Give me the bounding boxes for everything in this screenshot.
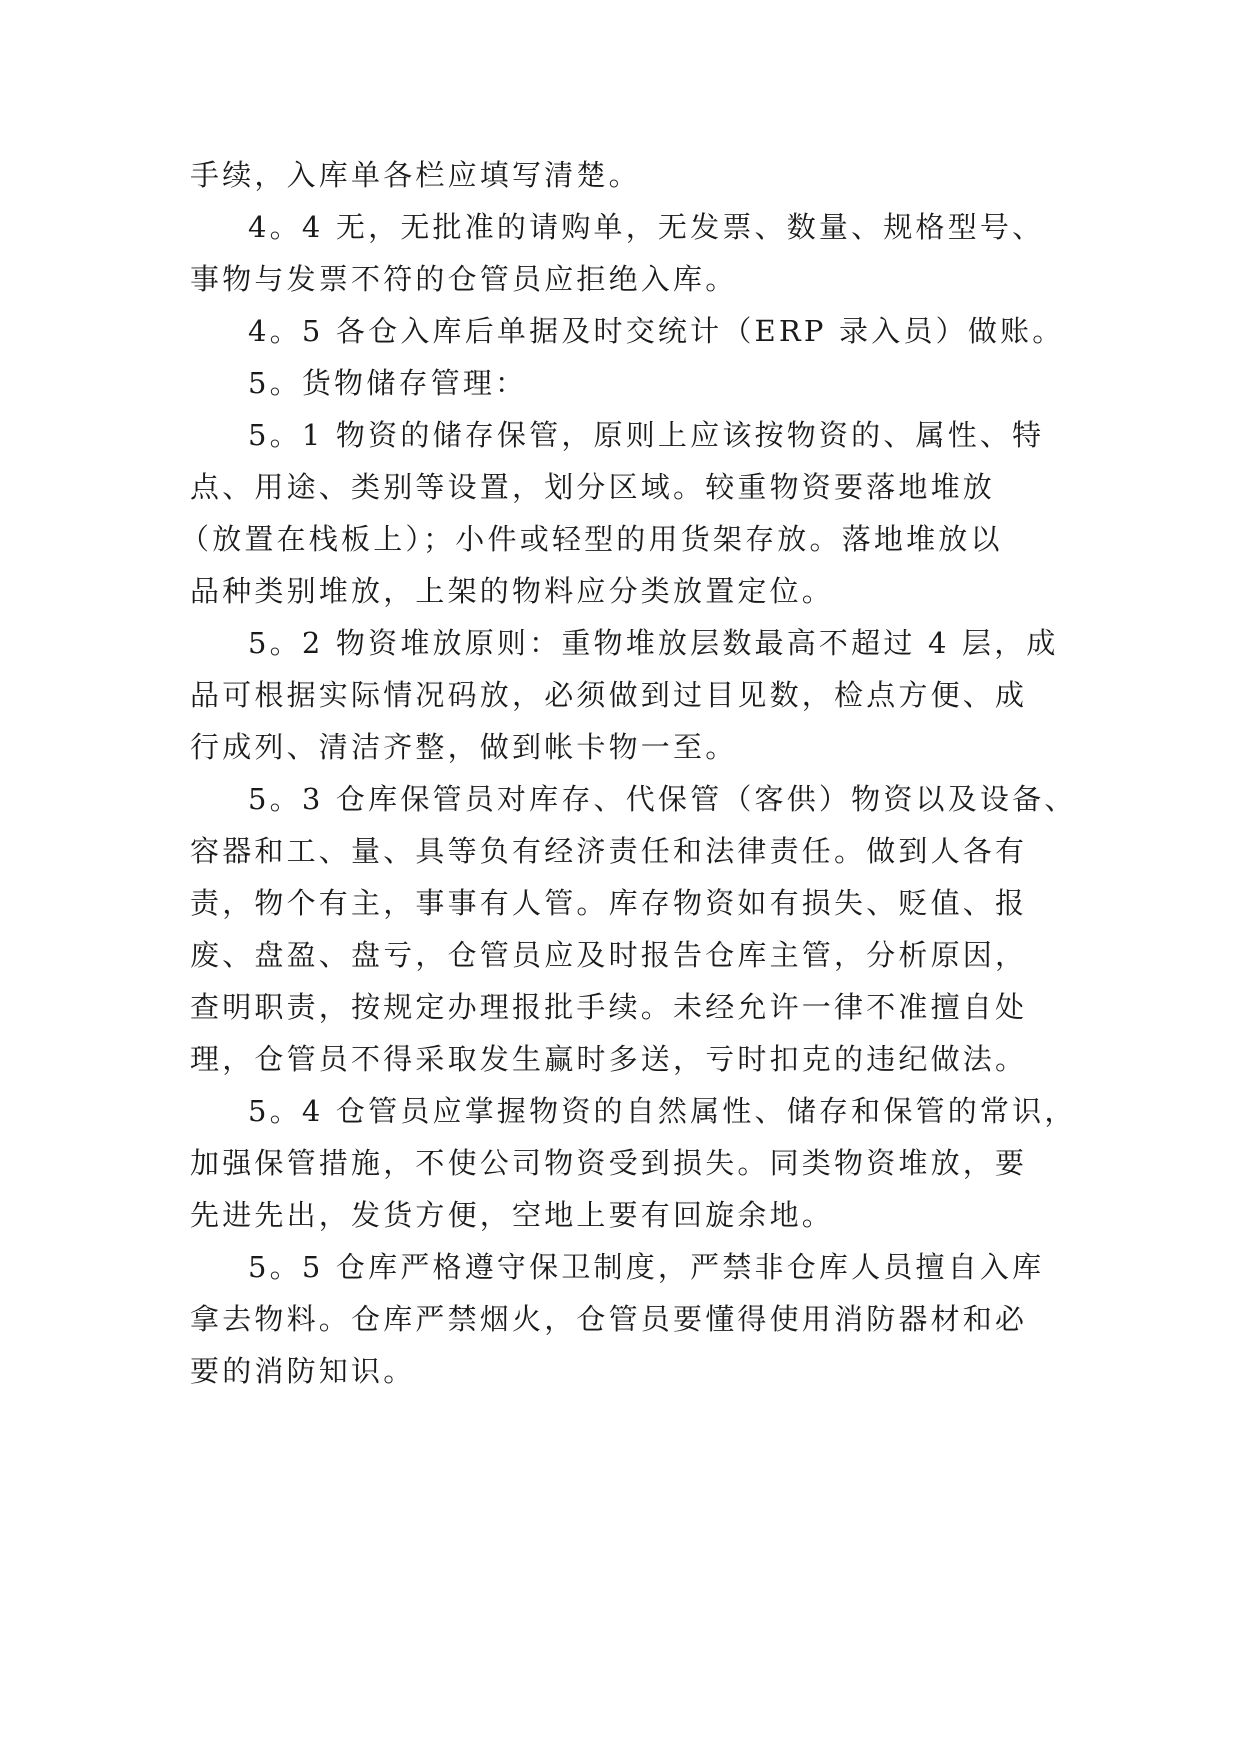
text-line: 理，仓管员不得采取发生赢时多送，亏时扣克的违纪做法。 (190, 1042, 1028, 1076)
text-line: 加强保管措施，不使公司物资受到损失。同类物资堆放，要 (190, 1146, 1028, 1180)
text-line: 事物与发票不符的仓管员应拒绝入库。 (190, 262, 738, 296)
text-line: 品种类别堆放，上架的物料应分类放置定位。 (190, 574, 835, 608)
text-line: 行成列、清洁齐整，做到帐卡物一至。 (190, 730, 738, 764)
text-line: 5。4 仓管员应掌握物资的自然属性、储存和保管的常识， (248, 1094, 1077, 1128)
text-line: 5。3 仓库保管员对库存、代保管（客供）物资以及设备、 (248, 782, 1077, 816)
text-line: 查明职责，按规定办理报批手续。未经允许一律不准擅自处 (190, 990, 1028, 1024)
text-line: 5。5 仓库严格遵守保卫制度，严禁非仓库人员擅自入库 (248, 1250, 1045, 1284)
text-line: （放置在栈板上）；小件或轻型的用货架存放。落地堆放以 (180, 522, 1003, 556)
text-line: 容器和工、量、具等负有经济责任和法律责任。做到人各有 (190, 834, 1028, 868)
text-line: 拿去物料。仓库严禁烟火，仓管员要懂得使用消防器材和必 (190, 1302, 1028, 1336)
section-heading: 5。货物储存管理： (248, 366, 528, 400)
text-line: 责，物个有主，事事有人管。库存物资如有损失、贬值、报 (190, 886, 1028, 920)
text-line: 点、用途、类别等设置，划分区域。较重物资要落地堆放 (190, 470, 996, 504)
text-line: 4。4 无，无批准的请购单，无发票、数量、规格型号、 (248, 210, 1045, 244)
text-line: 5。1 物资的储存保管，原则上应该按物资的、属性、特 (248, 418, 1045, 452)
text-line: 废、盘盈、盘亏，仓管员应及时报告仓库主管，分析原因， (190, 938, 1028, 972)
text-line: 手续，入库单各栏应填写清楚。 (190, 158, 641, 192)
text-line: 4。5 各仓入库后单据及时交统计（ERP 录入员）做账。 (248, 314, 1065, 348)
text-line: 5。2 物资堆放原则：重物堆放层数最高不超过 4 层，成 (248, 626, 1059, 660)
text-line: 要的消防知识。 (190, 1354, 416, 1388)
text-line: 品可根据实际情况码放，必须做到过目见数，检点方便、成 (190, 678, 1028, 712)
text-line: 先进先出，发货方便，空地上要有回旋余地。 (190, 1198, 835, 1232)
